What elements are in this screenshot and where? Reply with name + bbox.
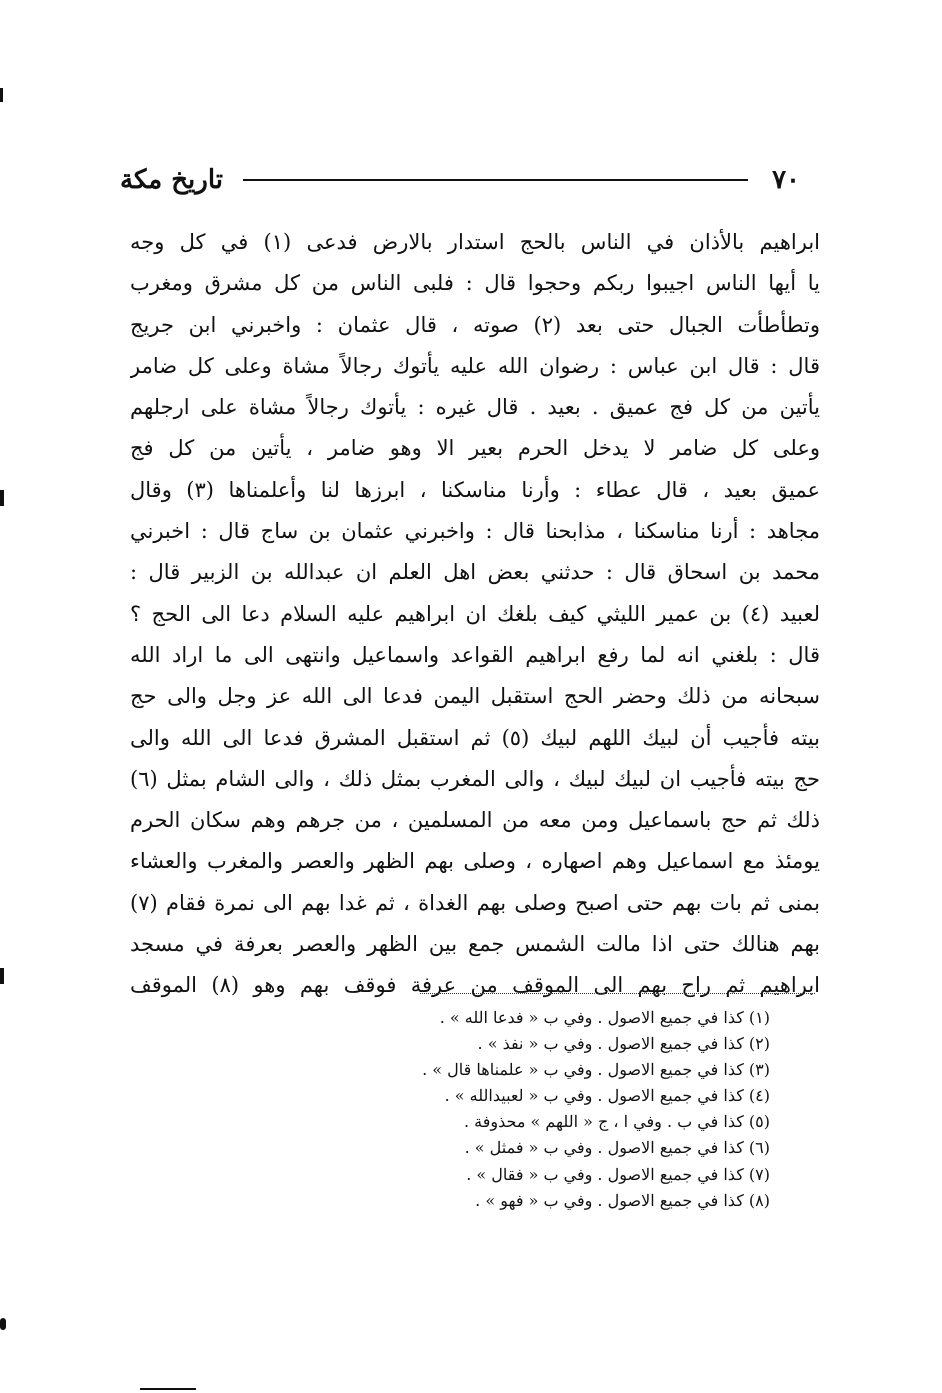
main-text xyxy=(130,222,820,1007)
text-line: عميق بعيد ، قال عطاء : وأرنا مناسكنا ، ابرزها لنا وأعلمناها (٣) وقال xyxy=(130,477,820,502)
footnote: (١) كذا في جميع الاصول . وفي ب « فدعا الله » . xyxy=(439,1008,770,1027)
header-rule xyxy=(243,179,748,181)
footnote: (٥) كذا في ب . وفي ا ، ج « اللهم » محذوفة . xyxy=(464,1112,770,1132)
text-line: ابراهيم بالأذان في الناس بالحج استدار بالارض فدعى (١) في كل وجه xyxy=(130,230,820,254)
text-line: وتطأطأت الجبال حتى بعد (٢) صوته ، قال عثمان : واخبرني ابن جريج xyxy=(130,312,820,337)
footnote-separator xyxy=(420,993,815,994)
footnote: (٨) كذا في جميع الاصول . وفي ب « فهو » . xyxy=(475,1190,770,1210)
text-line: حج بيته فأجيب ان لبيك لبيك ، والى المغرب بمثل ذلك ، والى الشام بمثل (٦) xyxy=(130,766,820,791)
footnote: (٣) كذا في جميع الاصول . وفي ب « علمناها قال » . xyxy=(422,1060,770,1080)
text-line: قال : بلغني انه لما رفع ابراهيم القواعد واسماعيل وانتهى الى ما اراد الله xyxy=(130,642,820,667)
text-line: ذلك ثم حج باسماعيل ومن معه من المسلمين ، من جرهم وهم سكان الحرم xyxy=(130,808,820,833)
page-header xyxy=(120,158,800,202)
scan-mark xyxy=(0,1318,6,1330)
scan-mark xyxy=(0,88,3,102)
text-line: بهم هنالك حتى اذا مالت الشمس جمع بين الظهر والعصر بعرفة في مسجد xyxy=(130,932,820,957)
text-line: مجاهد : أرنا مناسكنا ، مذابحنا قال : واخبرني عثمان بن ساج قال : اخبرني xyxy=(130,519,820,544)
footnote: (٢) كذا في جميع الاصول . وفي ب « نفذ » . xyxy=(477,1034,770,1054)
footnote: (٧) كذا في جميع الاصول . وفي ب « فقال » . xyxy=(466,1164,770,1184)
footnote: (٤) كذا في جميع الاصول . وفي ب « لعبيدالله » . xyxy=(444,1086,770,1106)
scan-mark xyxy=(140,1388,196,1390)
text-line: قال : قال ابن عباس : رضوان الله عليه يأتوك رجالاً مشاة وعلى كل ضامر xyxy=(130,353,820,378)
footnotes xyxy=(300,1005,770,1214)
scan-mark xyxy=(0,968,4,984)
text-line: يا أيها الناس اجيبوا ربكم وحجوا قال : فلبى الناس من كل مشرق ومغرب xyxy=(130,271,820,296)
running-title: تاريخ مكة xyxy=(120,165,224,195)
scan-mark xyxy=(0,490,4,506)
text-line: يومئذ مع اسماعيل وهم اصهاره ، وصلى بهم الظهر والعصر والمغرب والعشاء xyxy=(130,849,820,874)
page-number: ٧٠ xyxy=(772,165,800,195)
text-line: سبحانه من ذلك وحضر الحج استقبل اليمن فدعا الى الله عز وجل والى حج xyxy=(130,684,820,709)
footnote: (٦) كذا في جميع الاصول . وفي ب « فمثل » . xyxy=(464,1138,770,1158)
text-line: لعبيد (٤) بن عمير الليثي كيف بلغك ان ابراهيم عليه السلام دعا الى الحج ؟ xyxy=(130,601,820,626)
text-line: ابراهيم ثم راح بهم الى الموقف من عرفة فوقف بهم وهو (٨) الموقف xyxy=(130,973,820,998)
text-line: محمد بن اسحاق قال : حدثني بعض اهل العلم ان عبدالله بن الزبير قال : xyxy=(130,560,820,585)
text-line: يأتين من كل فج عميق . بعيد . قال غيره : يأتوك رجالاً مشاة على ارجلهم xyxy=(130,395,820,420)
text-line: بمنى ثم بات بهم حتى اصبح وصلى بهم الغداة ، ثم غدا بهم الى نمرة فقام (٧) xyxy=(130,890,820,915)
text-line: وعلى كل ضامر لا يدخل الحرم بعير الا وهو ضامر ، يأتين من كل فج xyxy=(130,436,820,461)
text-line: بيته فأجيب أن لبيك اللهم لبيك (٥) ثم استقبل المشرق فدعا الى الله والى xyxy=(130,725,820,750)
